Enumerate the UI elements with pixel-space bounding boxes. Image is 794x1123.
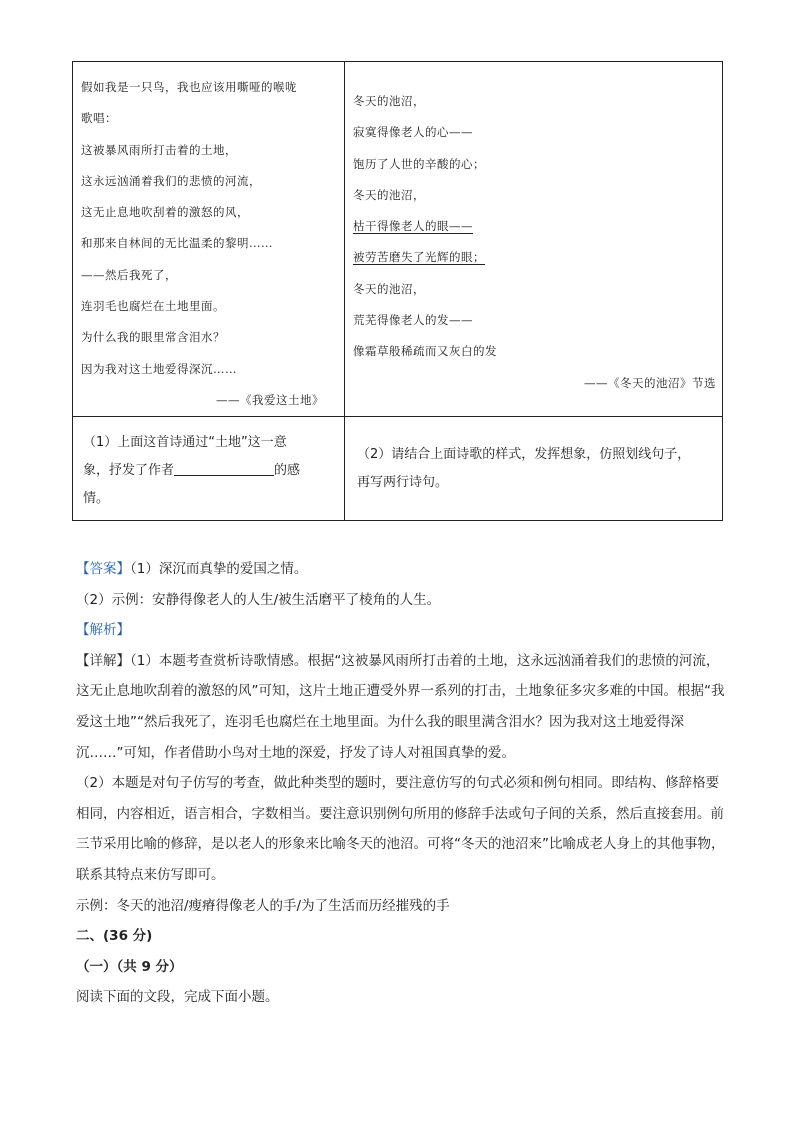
poem1-line: 和那来自林间的无比温柔的黎明…… bbox=[81, 236, 273, 251]
detail-label: 【详解】 bbox=[76, 652, 130, 669]
poem2-source: ——《冬天的池沼》节选 bbox=[584, 375, 716, 390]
answer-label: 【答案】 bbox=[76, 561, 130, 577]
answer-section bbox=[76, 554, 728, 1013]
poem-wo-ai-zhe-tudi bbox=[73, 62, 344, 416]
poem2-cell bbox=[345, 62, 723, 417]
q1-text: 情。 bbox=[83, 491, 110, 507]
poem-dongtian-de-chizhao bbox=[345, 62, 722, 399]
poem-table bbox=[72, 61, 723, 521]
poem2-line: 冬天的池沼， bbox=[353, 94, 425, 108]
poem2-line: 冬天的池沼， bbox=[353, 187, 425, 202]
poem1-cell bbox=[73, 62, 345, 417]
q2-text: 再写两行诗句。 bbox=[357, 475, 449, 491]
question-1 bbox=[73, 417, 344, 513]
poem1-line: 这被暴风雨所打击着的土地， bbox=[81, 142, 237, 157]
poem2-line: 冬天的池沼， bbox=[353, 281, 425, 296]
q1-answer-blank[interactable] bbox=[174, 461, 274, 476]
analysis-label: 【解析】 bbox=[76, 622, 130, 639]
question2-cell bbox=[345, 417, 723, 521]
poem2-underlined-line: 被劳苦磨失了光辉的眼； bbox=[353, 250, 485, 265]
poem1-line: 为什么我的眼里常含泪水？ bbox=[81, 330, 225, 345]
question1-cell bbox=[73, 417, 345, 521]
poem2-line: 饱历了人世的辛酸的心； bbox=[353, 156, 485, 171]
poem2-line: 像霜草般稀疏而又灰白的发 bbox=[353, 344, 497, 359]
poem1-line: 这永远汹涌着我们的悲愤的河流， bbox=[81, 173, 261, 188]
question-2 bbox=[345, 417, 722, 497]
poem1-source: ——《我爱这土地》 bbox=[216, 392, 324, 407]
subsection-heading: （一）（共 9 分） bbox=[76, 958, 183, 975]
q1-text: （1）上面这首诗通过“土地”这一意 bbox=[83, 435, 287, 451]
poem2-line: 荒芜得像老人的发—— bbox=[353, 313, 473, 328]
poem1-line: 假如我是一只鸟，我也应该用嘶哑的喉咙 bbox=[81, 80, 297, 94]
reading-instruction: 阅读下面的文段，完成下面小题。 bbox=[76, 989, 279, 1006]
poem1-line: ——然后我死了， bbox=[81, 267, 177, 282]
answer-line: （1）深沉而真挚的爱国之情。 bbox=[130, 561, 308, 577]
answer-line: （2）示例：安静得像老人的人生/被生活磨平了棱角的人生。 bbox=[76, 591, 441, 608]
poem1-line: 因为我对这土地爱得深沉…… bbox=[81, 361, 237, 376]
q1-text: 象，抒发了作者 bbox=[83, 463, 175, 479]
poem1-line: 这无止息地吹刮着的激怒的风， bbox=[81, 205, 249, 220]
detail-paragraph: （2）本题是对句子仿写的考查，做此种类型的题时，要注意仿写的句式必须和例句相同。即结构、修辞格要相同，内容相近，语言相合，字数相当。要注意识别例句所用的修辞手法或句子间的关系，然后直接套用。前三节采用比喻的修辞，是以老人的形象来比喻冬天的池沼。可将“冬天的池沼来”比喻成老人身上的其他事物，联系其特点来仿写即可。 bbox=[76, 775, 725, 883]
detail-example: 示例：冬天的池沼/瘦瘠得像老人的手/为了生活而历经摧残的手 bbox=[76, 897, 450, 914]
q2-text: （2）请结合上面诗歌的样式，发挥想象，仿照划线句子， bbox=[357, 447, 691, 463]
poem1-line: 歌唱： bbox=[81, 111, 117, 126]
section-heading: 二、(36 分) bbox=[76, 928, 153, 945]
detail-paragraph: （1）本题考查赏析诗歌情感。根据“这被暴风雨所打击着的土地，这永远汹涌着我们的悲愤的河流，这无止息地吹刮着的激怒的风”可知，这片土地正遭受外界一系列的打击，土地象征多灾多难的中国。根据“我爱这土地”“然后我死了，连羽毛也腐烂在土地里面。为什么我的眼里满含泪水？因为我对这土地爱得深沉……”可知，作者借助小鸟对土地的深爱，抒发了诗人对祖国真挚的爱。 bbox=[76, 652, 725, 761]
poem1-line: 连羽毛也腐烂在土地里面。 bbox=[81, 299, 225, 314]
poem2-underlined-line: 枯干得像老人的眼—— bbox=[353, 219, 473, 234]
q1-text: 的感 bbox=[274, 463, 301, 479]
poem2-line: 寂寞得像老人的心—— bbox=[353, 125, 473, 140]
